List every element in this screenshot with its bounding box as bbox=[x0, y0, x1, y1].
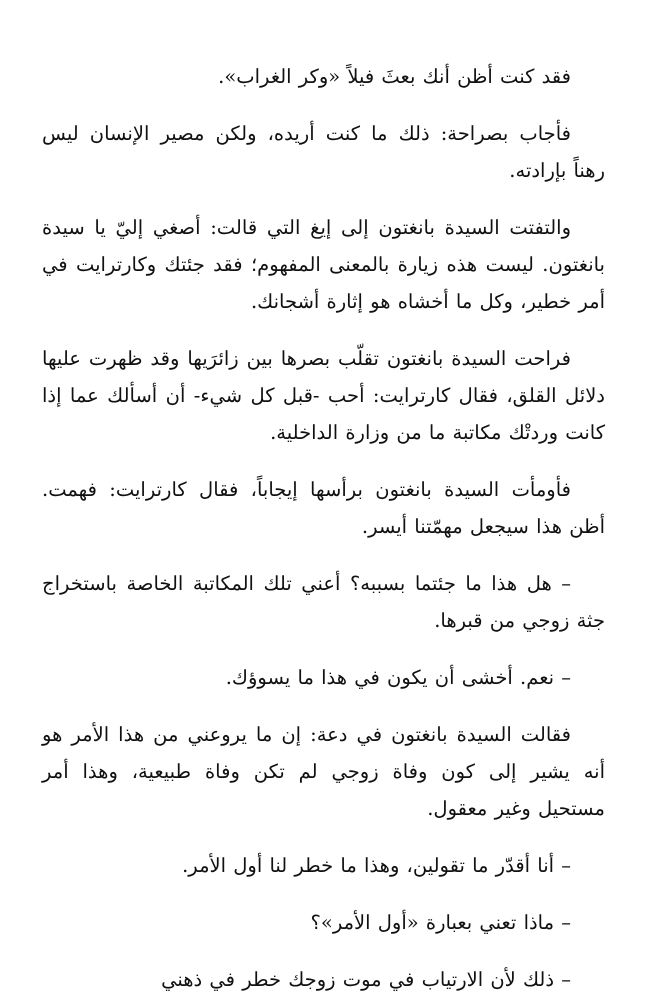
paragraph: فقد كنت أظن أنك بعثَ فيلاً «وكر الغراب». bbox=[218, 65, 571, 88]
dialogue-line: – ذلك لأن الارتياب في موت زوجك خطر في ذهني bbox=[161, 968, 571, 991]
paragraph: والتفتت السيدة بانغتون إلى إيغ التي قالت: أصغي إليّ يا سيدة بانغتون. ليست هذه زيارة بالمعنى المفهوم؛ فقد جئتك وكارترايت في أمر خطير، وكل ما أخشاه هو إثارة أشجانك. bbox=[42, 216, 605, 313]
dialogue-line: – ماذا تعني بعبارة «أول الأمر»؟ bbox=[310, 911, 571, 934]
paragraph: فراحت السيدة بانغتون تقلّب بصرها بين زائرَيها وقد ظهرت عليها دلائل القلق، فقال كارترايت: أحب -قبل كل شيء- أن أسألك عما إذا كانت وردتْك مكاتبة ما من وزارة الداخلية. bbox=[42, 347, 605, 444]
paragraph: فأجاب بصراحة: ذلك ما كنت أريده، ولكن مصير الإنسان ليس رهناً بإرادته. bbox=[42, 122, 605, 182]
dialogue-line: – هل هذا ما جئتما بسببه؟ أعني تلك المكاتبة الخاصة باستخراج جثة زوجي من قبرها. bbox=[42, 572, 605, 632]
dialogue-line: – نعم. أخشى أن يكون في هذا ما يسوؤك. bbox=[225, 666, 571, 689]
paragraph: فقالت السيدة بانغتون في دعة: إن ما يروعني من هذا الأمر هو أنه يشير إلى كون وفاة زوجي لم تكن وفاة طبيعية، وهذا أمر مستحيل وغير معقول. bbox=[42, 723, 605, 820]
paragraph: فأومأت السيدة بانغتون برأسها إيجاباً، فقال كارترايت: فهمت. أظن هذا سيجعل مهمّتنا أيسر. bbox=[42, 478, 605, 538]
dialogue-line: – أنا أقدّر ما تقولين، وهذا ما خطر لنا أول الأمر. bbox=[182, 854, 571, 877]
